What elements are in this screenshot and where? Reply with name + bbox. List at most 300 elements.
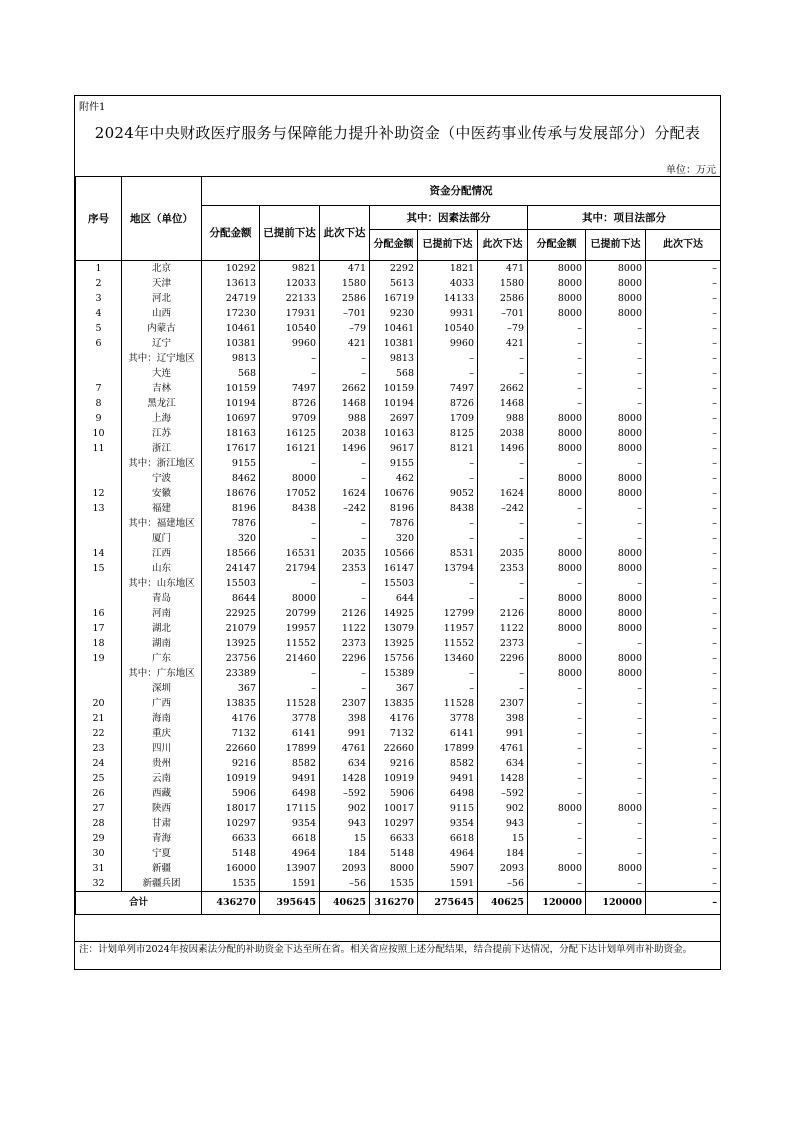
row-value: 4033	[418, 276, 478, 291]
row-value: –	[586, 351, 646, 366]
row-value: 1624	[320, 486, 370, 501]
row-value: 10194	[370, 396, 418, 411]
row-value: 6633	[370, 831, 418, 846]
row-value: –	[646, 516, 721, 531]
row-seq	[76, 666, 122, 681]
row-value: 16147	[370, 561, 418, 576]
row-seq: 10	[76, 426, 122, 441]
row-value: 18163	[202, 426, 260, 441]
row-value: 10297	[370, 816, 418, 831]
row-seq: 24	[76, 756, 122, 771]
row-value: 2353	[320, 561, 370, 576]
row-value: –	[586, 531, 646, 546]
row-value: –	[528, 726, 586, 741]
row-value: 21079	[202, 621, 260, 636]
row-value: –	[586, 321, 646, 336]
row-value: 8726	[418, 396, 478, 411]
row-value: –	[528, 351, 586, 366]
total-value: 120000	[586, 892, 646, 915]
row-value: 9813	[202, 351, 260, 366]
row-value: 9216	[202, 756, 260, 771]
row-region: 宁夏	[122, 846, 202, 861]
row-value: –	[586, 816, 646, 831]
row-value: –	[528, 741, 586, 756]
row-value: 11552	[418, 636, 478, 651]
row-value: 2093	[478, 861, 528, 876]
row-value: 21460	[260, 651, 320, 666]
table-row	[76, 351, 721, 366]
row-region: 江西	[122, 546, 202, 561]
header-project-alloc: 分配金额	[528, 230, 586, 261]
row-value: 9216	[370, 756, 418, 771]
row-value: 8000	[528, 606, 586, 621]
table-row	[76, 396, 721, 411]
row-value: 8438	[260, 501, 320, 516]
row-value: 9821	[260, 261, 320, 277]
row-seq	[76, 531, 122, 546]
row-value: –	[320, 531, 370, 546]
row-value: –	[586, 576, 646, 591]
row-value: 16531	[260, 546, 320, 561]
row-value: –	[646, 831, 721, 846]
row-value: 9155	[370, 456, 418, 471]
row-seq: 17	[76, 621, 122, 636]
row-seq: 29	[76, 831, 122, 846]
row-value: –	[260, 531, 320, 546]
row-seq	[76, 471, 122, 486]
row-value: 8000	[528, 276, 586, 291]
row-value: 6141	[260, 726, 320, 741]
header-region: 地区（单位）	[122, 177, 202, 261]
row-value: –	[478, 351, 528, 366]
row-value: 9491	[418, 771, 478, 786]
row-seq	[76, 576, 122, 591]
row-value: 8000	[586, 261, 646, 277]
row-value: 2697	[370, 411, 418, 426]
row-value: –	[646, 606, 721, 621]
row-region: 山西	[122, 306, 202, 321]
row-value: 8000	[528, 561, 586, 576]
row-value: –	[586, 771, 646, 786]
row-value: 1624	[478, 486, 528, 501]
row-value: 10540	[418, 321, 478, 336]
header-current: 此次下达	[320, 206, 370, 261]
row-seq	[76, 366, 122, 381]
row-value: 6498	[260, 786, 320, 801]
table-row	[76, 306, 721, 321]
row-value: –	[586, 786, 646, 801]
row-value: –	[418, 681, 478, 696]
row-value: 3778	[260, 711, 320, 726]
row-value: 398	[320, 711, 370, 726]
row-value: –	[586, 636, 646, 651]
row-value: –	[646, 366, 721, 381]
row-value: –79	[478, 321, 528, 336]
row-value: 8000	[528, 546, 586, 561]
row-seq: 18	[76, 636, 122, 651]
row-value: 2093	[320, 861, 370, 876]
row-value: 11528	[418, 696, 478, 711]
row-value: –	[418, 516, 478, 531]
header-alloc: 分配金额	[202, 206, 260, 261]
row-seq: 15	[76, 561, 122, 576]
row-value: 7132	[202, 726, 260, 741]
row-value: 8000	[586, 666, 646, 681]
row-value: 568	[202, 366, 260, 381]
row-value: 471	[320, 261, 370, 277]
row-value: 15503	[202, 576, 260, 591]
row-value: 8000	[528, 651, 586, 666]
row-value: –	[528, 501, 586, 516]
row-value: –	[528, 576, 586, 591]
row-region: 内蒙古	[122, 321, 202, 336]
row-value: –	[528, 516, 586, 531]
row-value: 7876	[202, 516, 260, 531]
row-value: 16719	[370, 291, 418, 306]
row-value: 2373	[320, 636, 370, 651]
row-value: 10919	[370, 771, 418, 786]
row-seq: 13	[76, 501, 122, 516]
row-seq: 6	[76, 336, 122, 351]
row-seq: 9	[76, 411, 122, 426]
row-value: 634	[320, 756, 370, 771]
row-value: –	[646, 681, 721, 696]
row-value: –	[646, 486, 721, 501]
row-value: –	[478, 471, 528, 486]
row-value: 8582	[260, 756, 320, 771]
table-row	[76, 756, 721, 771]
row-value: –	[586, 831, 646, 846]
row-value: 13925	[370, 636, 418, 651]
row-value: 8000	[586, 561, 646, 576]
table-row	[76, 771, 721, 786]
row-value: 9960	[260, 336, 320, 351]
row-value: 8000	[260, 471, 320, 486]
row-value: 421	[320, 336, 370, 351]
row-value: –	[528, 696, 586, 711]
row-seq: 4	[76, 306, 122, 321]
row-value: 4761	[320, 741, 370, 756]
table-row	[76, 381, 721, 396]
row-value: –	[320, 591, 370, 606]
row-value: –	[646, 576, 721, 591]
row-value: 2307	[478, 696, 528, 711]
row-value: 10381	[202, 336, 260, 351]
row-value: –56	[320, 876, 370, 892]
row-value: 8000	[586, 651, 646, 666]
row-seq	[76, 591, 122, 606]
row-value: –	[528, 456, 586, 471]
row-value: 8000	[586, 411, 646, 426]
row-value: 8000	[528, 441, 586, 456]
row-region: 西藏	[122, 786, 202, 801]
row-value: 2662	[320, 381, 370, 396]
header-project-group: 其中：项目法部分	[528, 206, 721, 230]
row-seq: 14	[76, 546, 122, 561]
row-value: 184	[320, 846, 370, 861]
row-seq: 22	[76, 726, 122, 741]
row-value: 9354	[260, 816, 320, 831]
row-value: 8531	[418, 546, 478, 561]
row-value: 4176	[202, 711, 260, 726]
row-value: 8000	[586, 591, 646, 606]
row-value: –	[528, 321, 586, 336]
row-value: 8000	[528, 486, 586, 501]
row-value: 14925	[370, 606, 418, 621]
row-value: –	[646, 471, 721, 486]
row-region: 青岛	[122, 591, 202, 606]
row-value: 17115	[260, 801, 320, 816]
row-value: –	[646, 771, 721, 786]
row-value: 10163	[370, 426, 418, 441]
row-value: –	[646, 816, 721, 831]
row-region: 上海	[122, 411, 202, 426]
table-row	[76, 426, 721, 441]
row-value: 8000	[586, 471, 646, 486]
row-value: 22133	[260, 291, 320, 306]
table-row	[76, 681, 721, 696]
row-value: 8726	[260, 396, 320, 411]
row-value: –	[586, 501, 646, 516]
row-value: 6633	[202, 831, 260, 846]
row-value: 8000	[586, 426, 646, 441]
row-value: 421	[478, 336, 528, 351]
row-value: 2292	[370, 261, 418, 277]
row-region: 贵州	[122, 756, 202, 771]
row-value: 644	[370, 591, 418, 606]
row-value: 10017	[370, 801, 418, 816]
row-value: –	[586, 366, 646, 381]
row-region: 厦门	[122, 531, 202, 546]
row-value: –	[646, 711, 721, 726]
row-region: 吉林	[122, 381, 202, 396]
row-value: –	[646, 306, 721, 321]
row-value: 2586	[478, 291, 528, 306]
row-value: –	[320, 351, 370, 366]
row-seq	[76, 351, 122, 366]
row-value: –56	[478, 876, 528, 892]
row-value: 10540	[260, 321, 320, 336]
row-region: 广东	[122, 651, 202, 666]
table-row	[76, 741, 721, 756]
row-value: –	[646, 696, 721, 711]
row-seq: 25	[76, 771, 122, 786]
row-value: 21794	[260, 561, 320, 576]
row-value: 1535	[202, 876, 260, 892]
row-value: 9617	[370, 441, 418, 456]
row-value: –	[646, 801, 721, 816]
row-value: –	[646, 336, 721, 351]
row-value: 17052	[260, 486, 320, 501]
row-value: –	[586, 876, 646, 892]
row-value: 8438	[418, 501, 478, 516]
row-value: 6498	[418, 786, 478, 801]
row-value: 5613	[370, 276, 418, 291]
row-value: –	[646, 876, 721, 892]
row-value: 4964	[260, 846, 320, 861]
row-value: 8462	[202, 471, 260, 486]
row-value: 5148	[202, 846, 260, 861]
row-value: 1709	[418, 411, 478, 426]
total-value: 275645	[418, 892, 478, 915]
row-value: –	[646, 501, 721, 516]
row-value: –701	[478, 306, 528, 321]
row-region: 安徽	[122, 486, 202, 501]
row-value: 8000	[370, 861, 418, 876]
row-value: 991	[320, 726, 370, 741]
row-value: 4964	[418, 846, 478, 861]
row-value: 8000	[586, 861, 646, 876]
row-value: 5148	[370, 846, 418, 861]
row-value: –242	[320, 501, 370, 516]
total-value: 436270	[202, 892, 260, 915]
row-value: 10297	[202, 816, 260, 831]
row-value: –	[418, 471, 478, 486]
row-value: 8000	[528, 411, 586, 426]
row-region: 新疆兵团	[122, 876, 202, 892]
row-value: 10919	[202, 771, 260, 786]
row-value: –	[528, 771, 586, 786]
row-value: 7497	[260, 381, 320, 396]
row-value: 14133	[418, 291, 478, 306]
row-seq: 1	[76, 261, 122, 277]
table-row	[76, 591, 721, 606]
row-value: 367	[370, 681, 418, 696]
row-value: –	[320, 516, 370, 531]
row-value: –	[418, 456, 478, 471]
row-value: 9491	[260, 771, 320, 786]
row-value: 2126	[478, 606, 528, 621]
row-value: 1580	[478, 276, 528, 291]
table-row	[76, 336, 721, 351]
row-region: 青海	[122, 831, 202, 846]
row-region: 浙江	[122, 441, 202, 456]
row-value: 8000	[528, 426, 586, 441]
row-value: 2035	[320, 546, 370, 561]
unit-label: 单位：万元	[666, 165, 716, 176]
row-value: –	[478, 516, 528, 531]
row-value: –	[478, 591, 528, 606]
attachment-label: 附件1	[79, 102, 106, 113]
row-value: 8000	[586, 441, 646, 456]
row-value: 9230	[370, 306, 418, 321]
row-value: 22660	[202, 741, 260, 756]
row-value: 15503	[370, 576, 418, 591]
row-region: 海南	[122, 711, 202, 726]
row-seq: 19	[76, 651, 122, 666]
header-advance: 已提前下达	[260, 206, 320, 261]
row-value: 18566	[202, 546, 260, 561]
total-value: –	[646, 892, 721, 915]
table-row	[76, 846, 721, 861]
row-region: 重庆	[122, 726, 202, 741]
row-value: 8000	[260, 591, 320, 606]
row-value: 8000	[528, 621, 586, 636]
row-value: 15	[478, 831, 528, 846]
row-value: –	[528, 816, 586, 831]
row-value: –	[646, 786, 721, 801]
row-value: 6618	[418, 831, 478, 846]
row-value: 4761	[478, 741, 528, 756]
header-factor-group: 其中：因素法部分	[370, 206, 528, 230]
row-value: 902	[478, 801, 528, 816]
row-value: 8000	[528, 306, 586, 321]
row-value: 1580	[320, 276, 370, 291]
row-value: 2373	[478, 636, 528, 651]
row-value: 13907	[260, 861, 320, 876]
row-value: 24719	[202, 291, 260, 306]
row-value: 6141	[418, 726, 478, 741]
row-value: 1122	[320, 621, 370, 636]
row-seq: 30	[76, 846, 122, 861]
row-value: 9960	[418, 336, 478, 351]
row-value: 462	[370, 471, 418, 486]
row-value: 18017	[202, 801, 260, 816]
row-value: 8000	[528, 591, 586, 606]
row-value: –	[320, 456, 370, 471]
row-value: –	[260, 351, 320, 366]
row-value: 471	[478, 261, 528, 277]
row-value: –	[528, 831, 586, 846]
row-region: 黑龙江	[122, 396, 202, 411]
row-region: 其中：浙江地区	[122, 456, 202, 471]
total-value: 40625	[478, 892, 528, 915]
row-value: –	[646, 591, 721, 606]
row-value: 16000	[202, 861, 260, 876]
row-value: –	[320, 366, 370, 381]
row-value: –	[418, 576, 478, 591]
row-region: 大连	[122, 366, 202, 381]
row-region: 其中：福建地区	[122, 516, 202, 531]
row-value: –	[646, 276, 721, 291]
row-value: 398	[478, 711, 528, 726]
row-region: 其中：广东地区	[122, 666, 202, 681]
row-value: –	[528, 876, 586, 892]
row-value: 10566	[370, 546, 418, 561]
table-row	[76, 501, 721, 516]
row-region: 福建	[122, 501, 202, 516]
table-row	[76, 651, 721, 666]
row-value: 2586	[320, 291, 370, 306]
row-value: 8000	[586, 621, 646, 636]
row-seq: 31	[76, 861, 122, 876]
row-region: 陕西	[122, 801, 202, 816]
row-value: 367	[202, 681, 260, 696]
row-region: 湖南	[122, 636, 202, 651]
table-row	[76, 471, 721, 486]
row-value: –	[646, 261, 721, 277]
table-row	[76, 711, 721, 726]
row-value: 10697	[202, 411, 260, 426]
row-value: –	[528, 396, 586, 411]
row-value: 991	[478, 726, 528, 741]
row-value: –	[260, 576, 320, 591]
row-region: 其中：山东地区	[122, 576, 202, 591]
row-value: 22925	[202, 606, 260, 621]
row-seq	[76, 456, 122, 471]
row-value: –	[646, 636, 721, 651]
row-value: 8000	[586, 801, 646, 816]
header-allocation-group: 资金分配情况	[202, 177, 721, 206]
row-value: 5906	[370, 786, 418, 801]
row-value: –	[646, 321, 721, 336]
row-value: 8196	[202, 501, 260, 516]
row-seq: 20	[76, 696, 122, 711]
row-value: 8000	[528, 861, 586, 876]
row-value: 23756	[202, 651, 260, 666]
row-value: 8000	[528, 291, 586, 306]
row-value: –	[586, 516, 646, 531]
